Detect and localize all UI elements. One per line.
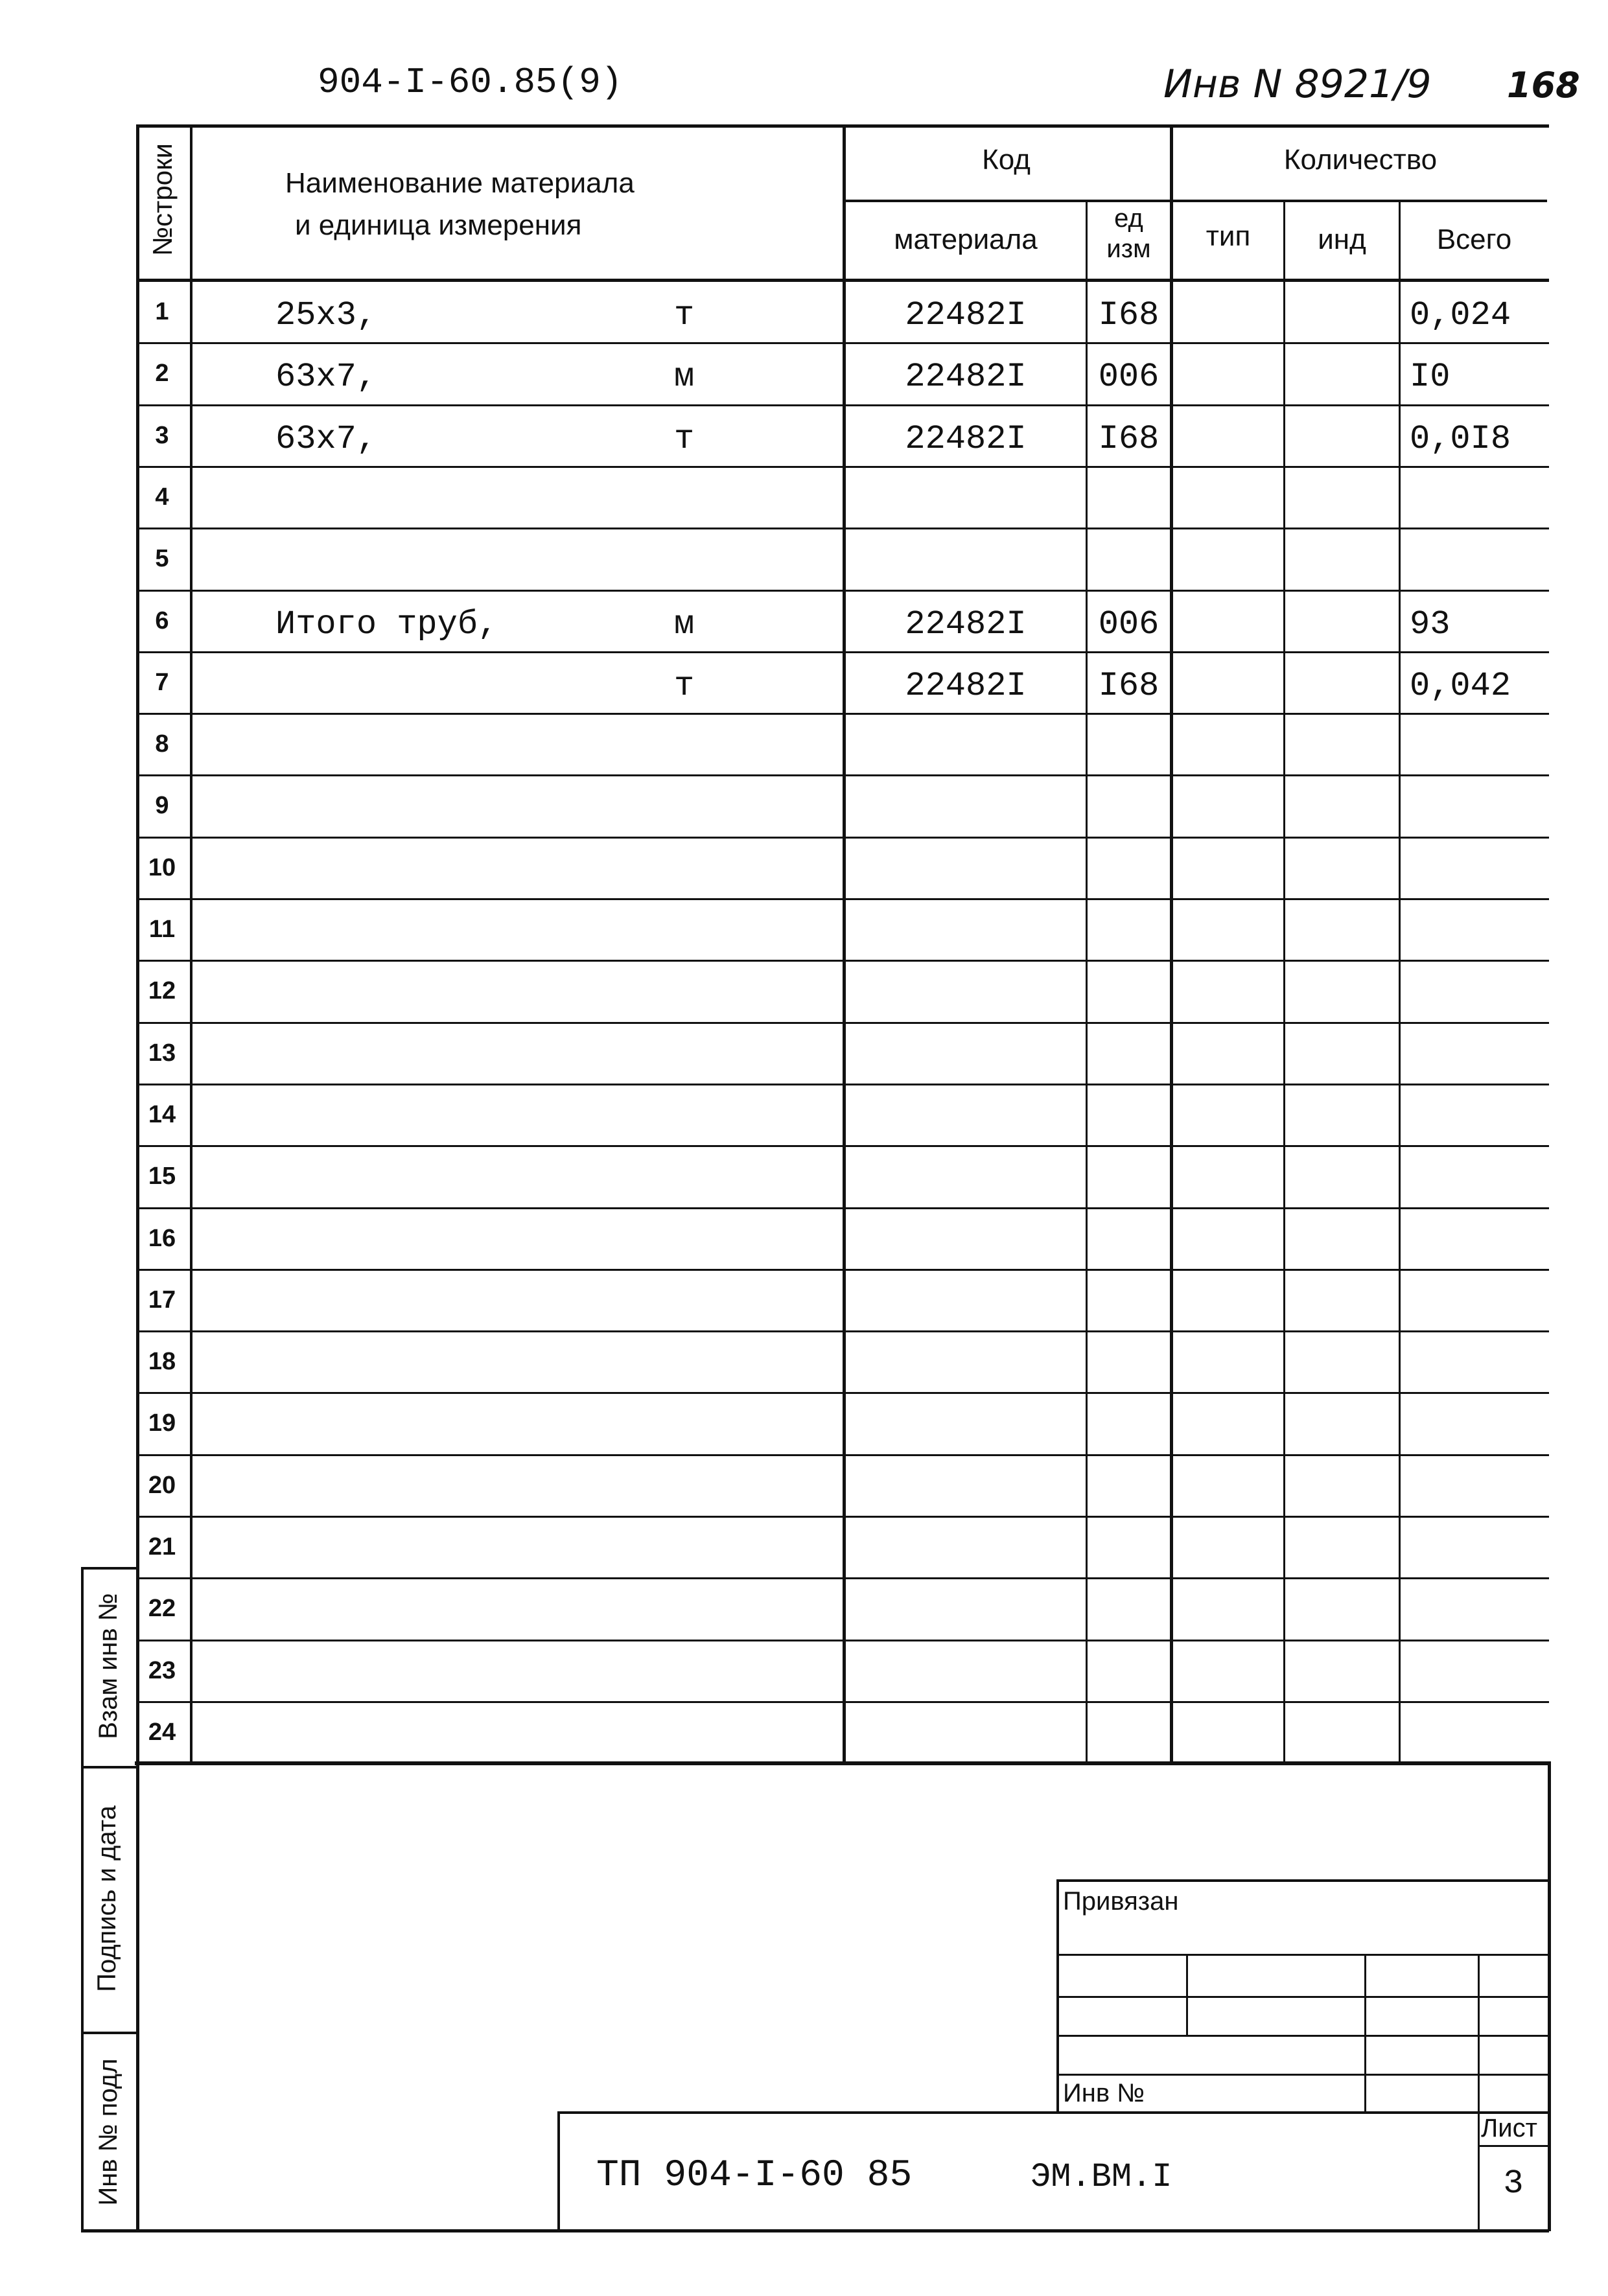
row-material-code: 22482I <box>905 296 1027 334</box>
row-unit-code: 006 <box>1098 605 1159 644</box>
stamp-doc-mark: ЭМ.ВМ.I <box>1031 2158 1172 2196</box>
row-number: 20 <box>148 1472 176 1499</box>
row-number: 2 <box>155 360 169 387</box>
header-material-name: Наименование материала <box>285 167 635 199</box>
header-code-material: материала <box>894 224 1038 255</box>
row-number: 12 <box>148 977 176 1004</box>
row-total: 93 <box>1410 605 1451 644</box>
row-material-code: 22482I <box>905 420 1027 458</box>
row-unit-code: I68 <box>1098 420 1159 458</box>
row-unit-code: I68 <box>1098 296 1159 334</box>
side-label-podpis: Подпись и дата <box>93 1805 121 1992</box>
header-quantity-type: тип <box>1206 220 1251 252</box>
header-quantity: Количество <box>1283 144 1438 176</box>
row-number: 13 <box>148 1039 176 1067</box>
row-total: 0,024 <box>1410 296 1511 334</box>
row-number: 14 <box>148 1101 176 1128</box>
row-number: 7 <box>155 669 169 696</box>
page-number: 168 <box>1507 65 1580 106</box>
header-quantity-total: Всего <box>1436 224 1512 255</box>
row-number: 21 <box>148 1533 176 1560</box>
row-number: 3 <box>155 422 169 449</box>
row-unit-code: 006 <box>1098 358 1159 396</box>
doc-code: 904-I-60.85(9) <box>318 62 623 103</box>
row-unit: м <box>674 605 695 644</box>
row-material-code: 22482I <box>905 667 1027 705</box>
row-number: 23 <box>148 1657 176 1684</box>
row-number: 11 <box>148 916 176 943</box>
row-material-name: 63x7, <box>275 358 377 396</box>
row-material-code: 22482I <box>905 605 1027 644</box>
inventory-number: Инв N 8921/9 <box>1163 62 1432 107</box>
header-code: Код <box>982 144 1031 176</box>
stamp-privyazan: Привязан <box>1063 1887 1179 1916</box>
row-unit: т <box>674 296 695 334</box>
row-unit: т <box>674 420 695 458</box>
row-material-name: Итого труб, <box>275 605 498 644</box>
header-code-unit: ед <box>1114 204 1143 233</box>
row-number: 8 <box>155 730 169 758</box>
row-number: 19 <box>148 1409 176 1437</box>
row-total: 0,0I8 <box>1410 420 1511 458</box>
row-material-code: 22482I <box>905 358 1027 396</box>
row-number: 22 <box>148 1595 176 1622</box>
row-number: 9 <box>155 792 169 819</box>
row-unit: т <box>674 667 695 705</box>
row-material-name: 25x3, <box>275 296 377 334</box>
header-code-unit-line2: изм <box>1106 235 1151 263</box>
side-label-inv-podl: Инв № подл <box>94 2058 122 2206</box>
header-material-name-line2: и единица измерения <box>295 209 582 241</box>
stamp-doc-title: ТП 904-I-60 85 <box>596 2155 913 2197</box>
side-label-vzam: Взам инв № <box>94 1593 122 1739</box>
header-row-number: №строки <box>147 143 178 256</box>
row-number: 17 <box>148 1286 176 1314</box>
header-quantity-ind: инд <box>1318 224 1366 255</box>
row-number: 10 <box>148 854 176 881</box>
row-unit: м <box>674 358 695 396</box>
row-total: 0,042 <box>1410 667 1511 705</box>
row-number: 18 <box>148 1348 176 1375</box>
row-number: 24 <box>148 1719 176 1746</box>
row-number: 5 <box>155 545 169 572</box>
row-number: 6 <box>155 607 169 634</box>
row-number: 1 <box>155 298 169 325</box>
row-total: I0 <box>1410 358 1451 396</box>
row-number: 15 <box>148 1163 176 1190</box>
stamp-sheet-label: Лист <box>1481 2114 1537 2142</box>
row-unit-code: I68 <box>1098 667 1159 705</box>
row-number: 16 <box>148 1225 176 1252</box>
stamp-sheet-number: 3 <box>1503 2164 1524 2203</box>
row-number: 4 <box>155 483 169 511</box>
row-material-name: 63x7, <box>275 420 377 458</box>
stamp-inv-no: Инв № <box>1063 2079 1145 2107</box>
